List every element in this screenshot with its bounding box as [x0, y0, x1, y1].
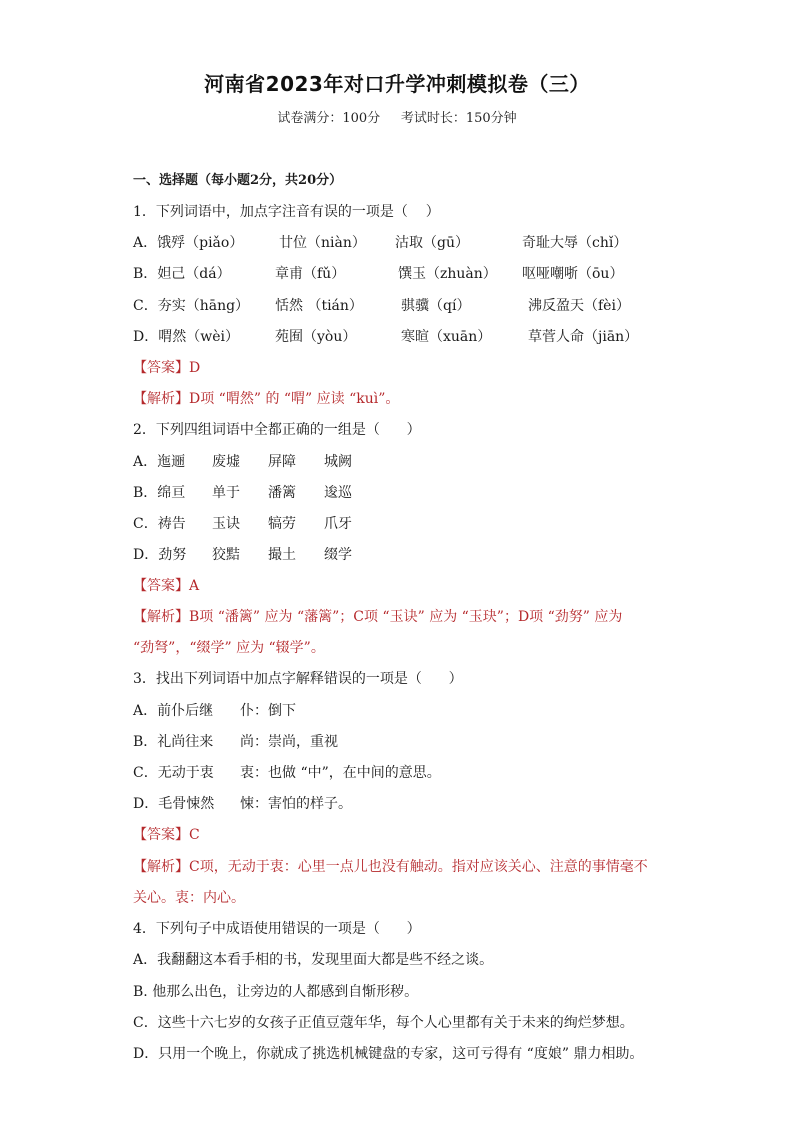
section-heading: 一、选择题（每小题2分，共20分） [133, 173, 343, 188]
q3-a-meaning: 仆：倒下 [240, 703, 296, 719]
q2-analysis-line-1: 【解析】B项 “潘篱” 应为 “藩篱”；C项 “玉诀” 应为 “玉玦”；D项 “劲努” 应为 [133, 609, 623, 625]
q2-answer: 【答案】A [133, 578, 200, 594]
q1-d-4: 草菅人命（jiān） [528, 329, 639, 345]
q1-a-1: A．饿殍（piǎo） [133, 235, 244, 251]
q2-c-4: 爪牙 [324, 516, 352, 532]
q3-c-word: C．无动于衷 [133, 765, 214, 781]
q3-d-word: D．毛骨悚然 [133, 796, 215, 812]
q2-d-2: 狡黠 [212, 547, 240, 563]
q1-answer: 【答案】D [133, 360, 201, 376]
q2-d-1: D．劲努 [133, 547, 187, 563]
q3-b-meaning: 尚：崇尚，重视 [240, 734, 338, 750]
q1-a-2: 廿位（niàn） [279, 235, 366, 251]
q1-c-1: C．夯实（hāng） [133, 298, 250, 314]
q1-c-2: 恬然 （tián） [275, 298, 363, 314]
q1-b-1: B．妲己（dá） [133, 266, 231, 282]
q4-option-c: C．这些十六七岁的女孩子正值豆蔻年华，每个人心里都有关于未来的绚烂梦想。 [133, 1015, 634, 1031]
q1-analysis: 【解析】D项 “喟然” 的 “喟” 应读 “kuì”。 [133, 391, 400, 407]
q2-b-4: 逡巡 [324, 485, 352, 501]
q3-answer: 【答案】C [133, 827, 200, 843]
q4-option-a: A．我翻翻这本看手相的书，发现里面大都是些不经之谈。 [133, 952, 494, 968]
q1-a-3: 沽取（gū） [395, 235, 469, 251]
q1-d-2: 苑囿（yòu） [275, 329, 357, 345]
q1-d-3: 寒暄（xuān） [401, 329, 492, 345]
q3-d-meaning: 悚：害怕的样子。 [240, 796, 352, 812]
q4-option-b: B. 他那么出色，让旁边的人都感到自惭形秽。 [133, 984, 419, 1000]
question-3-stem: 3．找出下列词语中加点字解释错误的一项是（ ） [133, 671, 463, 687]
q1-b-3: 馔玉（zhuàn） [398, 266, 497, 282]
q3-a-word: A．前仆后继 [133, 703, 214, 719]
q2-c-2: 玉诀 [212, 516, 240, 532]
q2-a-4: 城阙 [324, 454, 352, 470]
exam-info: 试卷满分：100分 考试时长：150分钟 [277, 111, 517, 126]
q2-a-2: 废墟 [212, 454, 240, 470]
q1-c-4: 沸反盈天（fèi） [528, 298, 630, 314]
page-title: 河南省2023年对口升学冲刺模拟卷（三） [204, 72, 590, 96]
q2-a-3: 屏障 [268, 454, 296, 470]
q2-d-3: 撮土 [268, 547, 296, 563]
question-2-stem: 2．下列四组词语中全都正确的一组是（ ） [133, 422, 421, 438]
q2-d-4: 缀学 [324, 547, 352, 563]
q1-b-4: 呕哑嘲哳（ōu） [522, 266, 624, 282]
q1-c-3: 骐骥（qí） [401, 298, 471, 314]
q3-analysis-line-1: 【解析】C项，无动于衷：心里一点儿也没有触动。指对应该关心、注意的事情毫不 [133, 859, 648, 875]
q3-analysis-line-2: 关心。衷：内心。 [133, 890, 245, 906]
q3-b-word: B．礼尚往来 [133, 734, 214, 750]
q2-b-2: 单于 [212, 485, 240, 501]
q1-b-2: 章甫（fǔ） [275, 266, 346, 282]
q2-c-1: C．祷告 [133, 516, 186, 532]
q2-b-1: B．绵亘 [133, 485, 186, 501]
q1-a-4: 奇耻大辱（chǐ） [522, 235, 628, 251]
q1-d-1: D．喟然（wèi） [133, 329, 239, 345]
q2-a-1: A．迤逦 [133, 454, 186, 470]
question-1-stem: 1．下列词语中，加点字注音有误的一项是（ ） [133, 204, 440, 220]
q2-b-3: 潘篱 [268, 485, 296, 501]
question-4-stem: 4．下列句子中成语使用错误的一项是（ ） [133, 921, 421, 937]
q2-c-3: 犒劳 [268, 516, 296, 532]
q3-c-meaning: 衷：也做 “中”，在中间的意思。 [240, 765, 441, 781]
q2-analysis-line-2: “劲弩”，“缀学” 应为 “辍学”。 [133, 640, 325, 656]
q4-option-d: D．只用一个晚上，你就成了挑选机械键盘的专家，这可亏得有 “度娘” 鼎力相助。 [133, 1046, 644, 1062]
